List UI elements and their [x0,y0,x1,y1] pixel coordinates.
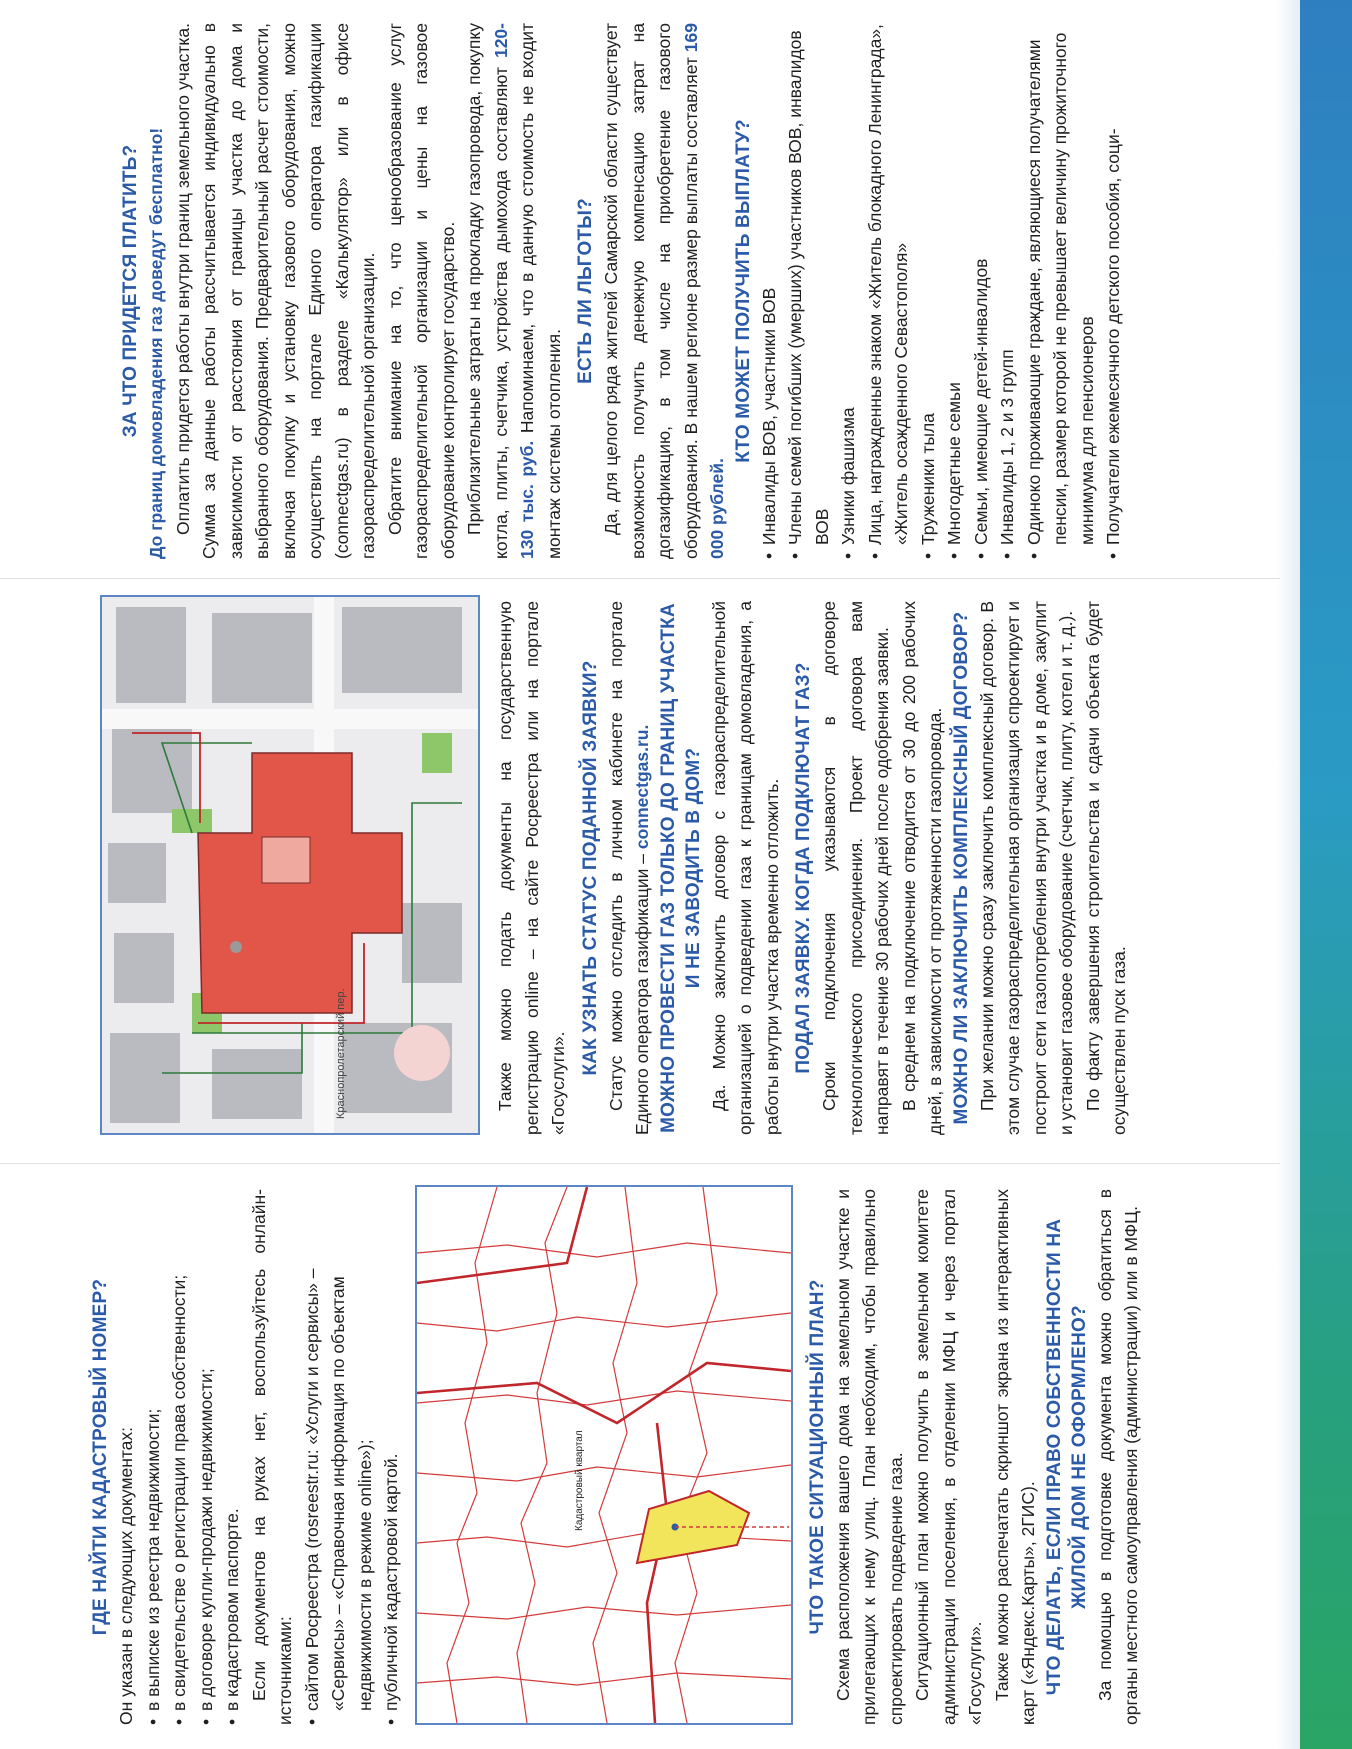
list-item: • в свидетельстве о регистрации права собственности; [166,1189,193,1725]
panel-payment [0,9,1280,569]
pay-text-1: Оплатить придется работы внутри границ земельного участка. Сумма за данные работы рассчитывается индивидуально в зависимости от расстояния от границы участка до дома и выбранного оборудования. Предварительный расчет стоимости, включая покупку и установку газового оборудования, можно осуществить на портале Единого оператора газификации (connectgas.ru) в разделе «Калькулятор» или в офисе газораспределительной организации. [172,23,378,559]
list-item: • Лица, награжденные знаком «Житель блокадного Ленинграда», «Житель осажденного Севастополя» [862,23,915,559]
cost-highlight: 120-130 тыс. руб. [490,23,537,559]
panel-application [0,589,1280,1149]
heading-who-can-receive: КТО МОЖЕТ ПОЛУЧИТЬ ВЫПЛАТУ? [732,119,754,463]
heading-benefits: ЕСТЬ ЛИ ЛЬГОТЫ? [575,198,596,384]
pay-text-3-start: Приблизительные затраты на прокладку газопровода, покупку котла, плиты, счетчика, устройства дымохода составляют [464,23,511,559]
situation-map-drawing [102,597,478,1133]
list-item: • Семьи, имеющие детей-инвалидов [968,23,995,559]
street-label: Краснопролетарский пер. [335,988,347,1119]
pay-text-3 [461,23,567,559]
status-text-main: Статус можно отследить в личном кабинете на портале Единого оператора газификации – [605,601,652,1135]
cadastral-map-drawing [417,1187,791,1723]
pay-text-2: Обратите внимание на то, что ценообразование услуг газораспределительной организации и цены на газовое оборудование контролирует государство. [384,23,458,559]
edge-color-strip [1300,0,1352,1749]
heading-gas-to-boundary: МОЖНО ПРОВЕСТИ ГАЗ ТОЛЬКО ДО ГРАНИЦ УЧАСТКА И НЕ ЗАВОДИТЬ В ДОМ? [657,603,704,1133]
online-registration-text: Также можно подать документы на государственную регистрацию online – на сайте Росреестра или на портале «Госуслуги». [495,601,568,1135]
list-item: • Члены семей погибших (умерших) участников ВОВ, инвалидов ВОВ [782,23,835,559]
intro-text: Он указан в следующих документах: [116,1426,136,1725]
list-item: • в договоре купли-продажи недвижимости; [193,1189,220,1725]
boundary-text: Да. Можно заключить договор с газораспределительной организацией о подведении газа к границам домовладения, а работы внутри участка временно отложить. [708,601,782,1135]
fold-line [0,578,1280,579]
connectgas-link[interactable]: connectgas.ru. [632,724,652,850]
pay-text-3-end: Напоминаем, что в данную стоимость не входит монтаж системы отопления. [517,23,564,559]
list-item: • сайтом Росреестра (rosreestr.ru: «Услуги и сервисы» – «Сервисы» – «Справочная информация по объектам недвижимости в режиме online»); [299,1189,379,1725]
list-item: • Получатели ежемесячного детского пособия, соци- [1100,23,1127,559]
list-item: • в выписке из реестра недвижимости; [140,1189,167,1725]
list-item: • в кадастровом паспорте. [219,1189,246,1725]
complex-text-2: По факту завершения строительства и сдачи объекта будет осуществлен пуск газа. [1082,601,1129,1135]
list-item: • Узники фашизма [835,23,862,559]
list-item: • Труженики тыла [915,23,942,559]
heading-application-status: КАК УЗНАТЬ СТАТУС ПОДАННОЙ ЗАЯВКИ? [579,660,601,1076]
cadastral-map-title: Кадастровый квартал [573,1430,585,1531]
no-documents-text: Если документов на руках нет, воспользуйтесь онлайн-источниками: [248,1189,295,1725]
list-item: • Одиноко проживающие граждане, являющиеся получателями пенсии, размер которой не превышает величину прожиточного минимума для пенсионеров [1021,23,1101,559]
when-text-1: Сроки подключения указываются в договоре технологического присоединения. Проект договора вам направят в течение 30 рабочих дней после одобрения заявки. [819,601,892,1135]
list-item: • Инвалиды ВОВ, участники ВОВ [756,23,783,559]
situation-text-3: Также можно распечатать скриншот экрана из интерактивных карт («Яндекс.Карты», 2ГИС). [991,1189,1038,1725]
heading-where-cadastral-number: ГДЕ НАЙТИ КАДАСТРОВЫЙ НОМЕР? [90,1278,111,1636]
list-item: • Многодетные семьи [941,23,968,559]
situation-map [100,595,480,1135]
heading-complex-contract: МОЖНО ЛИ ЗАКЛЮЧИТЬ КОМПЛЕКСНЫЙ ДОГОВОР? [950,611,972,1125]
heading-ownership: ЧТО ДЕЛАТЬ, ЕСЛИ ПРАВО СОБСТВЕННОСТИ НА ЖИЛОЙ ДОМ НЕ ОФОРМЛЕНО? [1043,1218,1090,1696]
benefits-text [598,23,731,559]
heading-situation-plan: ЧТО ТАКОЕ СИТУАЦИОННЫЙ ПЛАН? [806,1279,828,1635]
list-item: • публичной кадастровой картой. [378,1189,405,1725]
eligible-list [756,23,1127,559]
heading-what-to-pay: ЗА ЧТО ПРИДЕТСЯ ПЛАТИТЬ? [120,144,141,438]
complex-text-1: При желании можно сразу заключить комплексный договор. В этом случае газораспределительная организация спроектирует и построит сети газопотребления внутри участка и в доме, закупит и установит газовое оборудование (счетчик, плиту, котел и т. д.). [976,601,1076,1135]
payment-amount-highlight: 169 000 рублей. [680,23,727,559]
ownership-text: За помощью в подготовке документа можно обратиться в органы местного самоуправления (администрации) или в МФЦ. [1094,1189,1141,1725]
status-text [603,601,656,1135]
fold-line [0,1163,1280,1164]
cadastral-map [415,1185,793,1725]
panel-cadastral [0,1179,1280,1739]
sources-list [299,1189,405,1725]
situation-text-1: Схема расположения вашего дома на земельном участке и прилегающих к нему улиц. План необходим, чтобы правильно спроектировать подведение газа. [832,1189,906,1725]
when-text-2: В среднем на подключение отводится от 30 до 200 рабочих дней, в зависимости от протяженности газопровода. [898,601,945,1135]
list-item: • Инвалиды 1, 2 и 3 групп [994,23,1021,559]
benefits-text-main: Да, для целого ряда жителей Самарской области существует возможность получить денежную компенсацию затрат на догазификацию, в том числе на приобретение газового оборудования. В нашем регионе размер выплаты составляет [601,23,701,559]
heading-when-connected: ПОДАЛ ЗАЯВКУ. КОГДА ПОДКЛЮЧАТ ГАЗ? [793,662,814,1074]
situation-text-2: Ситуационный план можно получить в земельном комитете администрации поселения, в отделении МФЦ и через портал «Госуслуги». [912,1189,985,1725]
free-connection-lead: До границ домовладения газ доведут бесплатно! [146,127,166,559]
documents-list [140,1189,246,1725]
